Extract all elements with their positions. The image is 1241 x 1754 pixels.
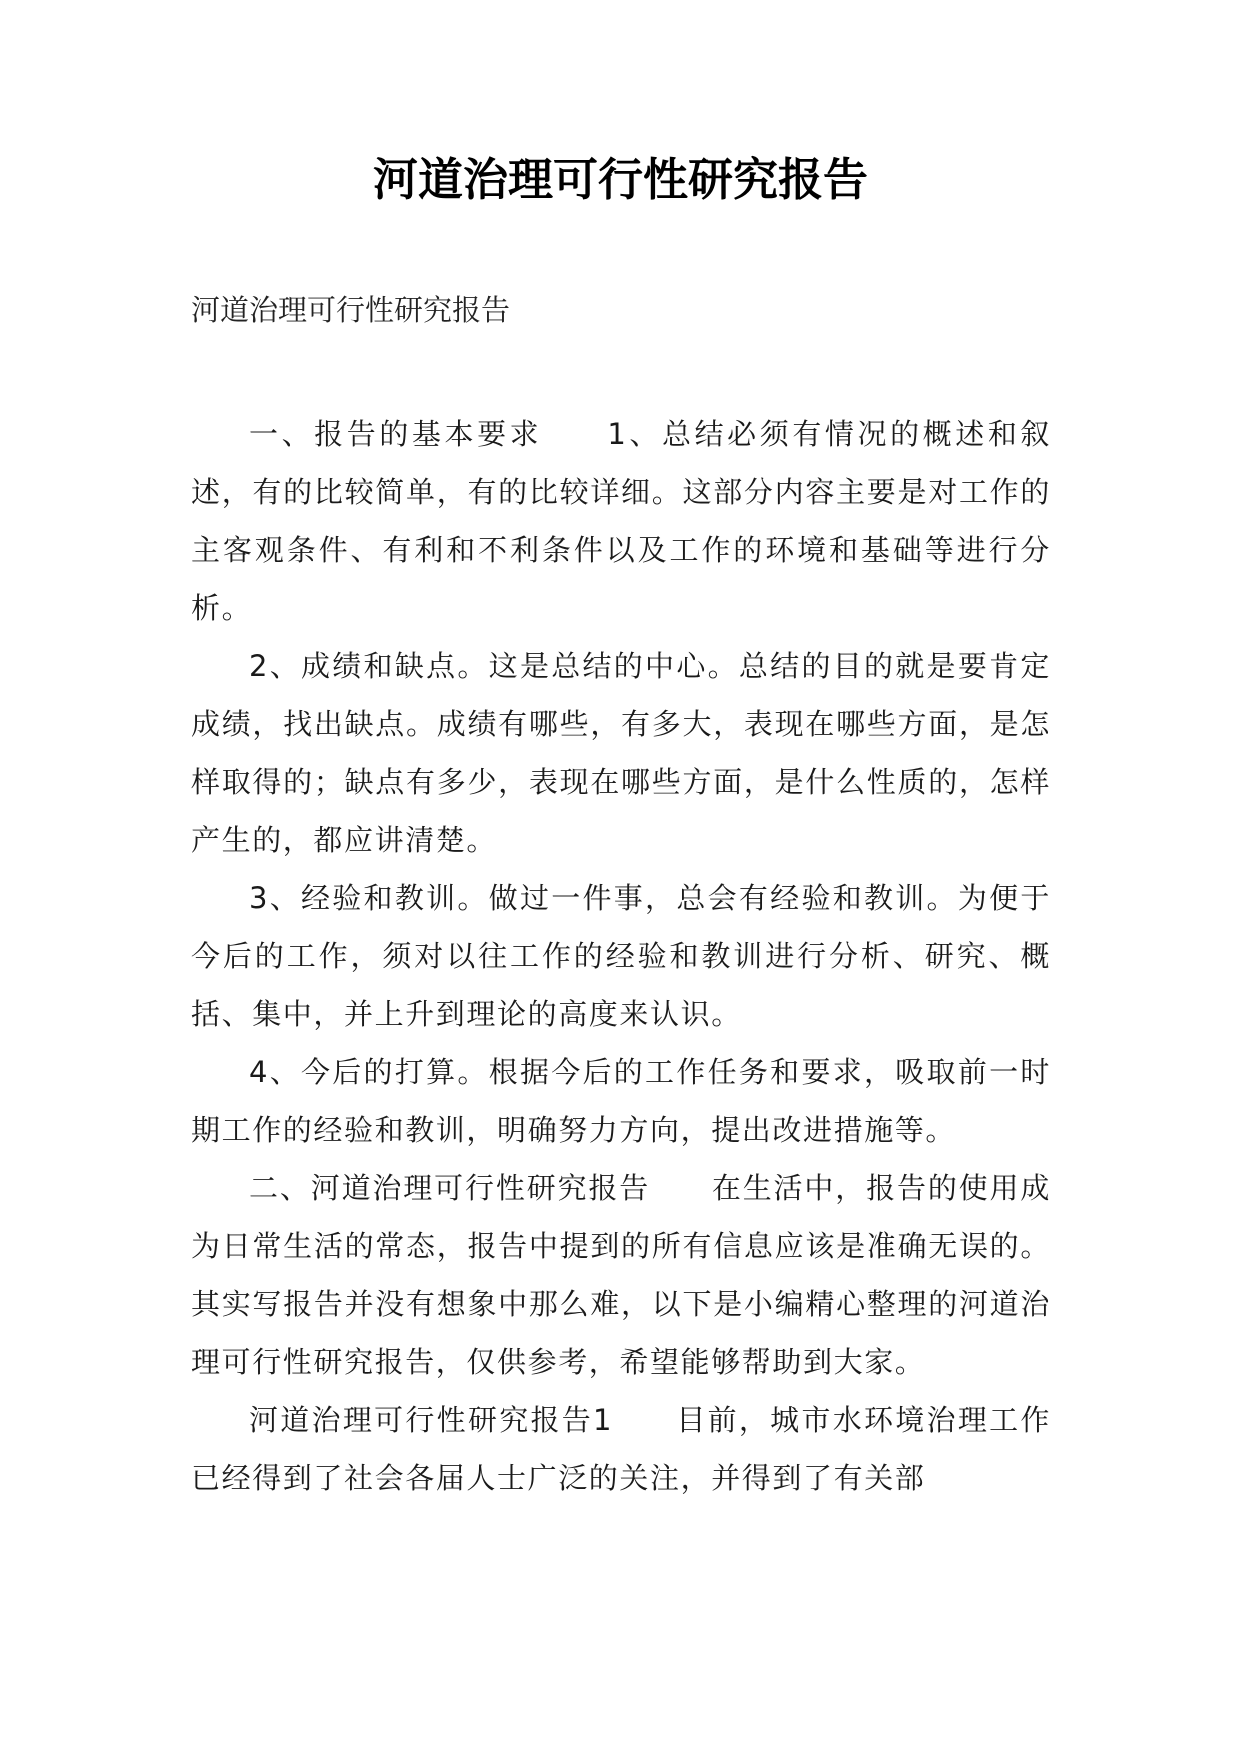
- paragraph-lessons: 3、经验和教训。做过一件事，总会有经验和教训。为便于今后的工作，须对以往工作的经验和教训进行分析、研究、概括、集中，并上升到理论的高度来认识。: [191, 881, 1051, 1031]
- document-title: 河道治理可行性研究报告: [372, 153, 868, 206]
- paragraph-basic-requirements: 一、报告的基本要求 1、总结必须有情况的概述和叙述，有的比较简单，有的比较详细。这部分内容主要是对工作的主客观条件、有利和不利条件以及工作的环境和基础等进行分析。: [191, 417, 1051, 625]
- paragraph-achievements: 2、成绩和缺点。这是总结的中心。总结的目的就是要肯定成绩，找出缺点。成绩有哪些，有多大，表现在哪些方面，是怎样取得的；缺点有多少，表现在哪些方面，是什么性质的，怎样产生的，都应讲清楚。: [191, 649, 1051, 857]
- document-body: [191, 405, 1051, 1507]
- paragraph-report-one: 河道治理可行性研究报告1 目前，城市水环境治理工作已经得到了社会各届人士广泛的关注，并得到了有关部: [191, 1403, 1051, 1495]
- paragraph-section-two: 二、河道治理可行性研究报告 在生活中，报告的使用成为日常生活的常态，报告中提到的所有信息应该是准确无误的。其实写报告并没有想象中那么难，以下是小编精心整理的河道治理可行性研究报告，仅供参考，希望能够帮助到大家。: [191, 1171, 1051, 1379]
- document-subtitle: 河道治理可行性研究报告: [191, 293, 511, 327]
- paragraph-plans: 4、今后的打算。根据今后的工作任务和要求，吸取前一时期工作的经验和教训，明确努力方向，提出改进措施等。: [191, 1055, 1051, 1147]
